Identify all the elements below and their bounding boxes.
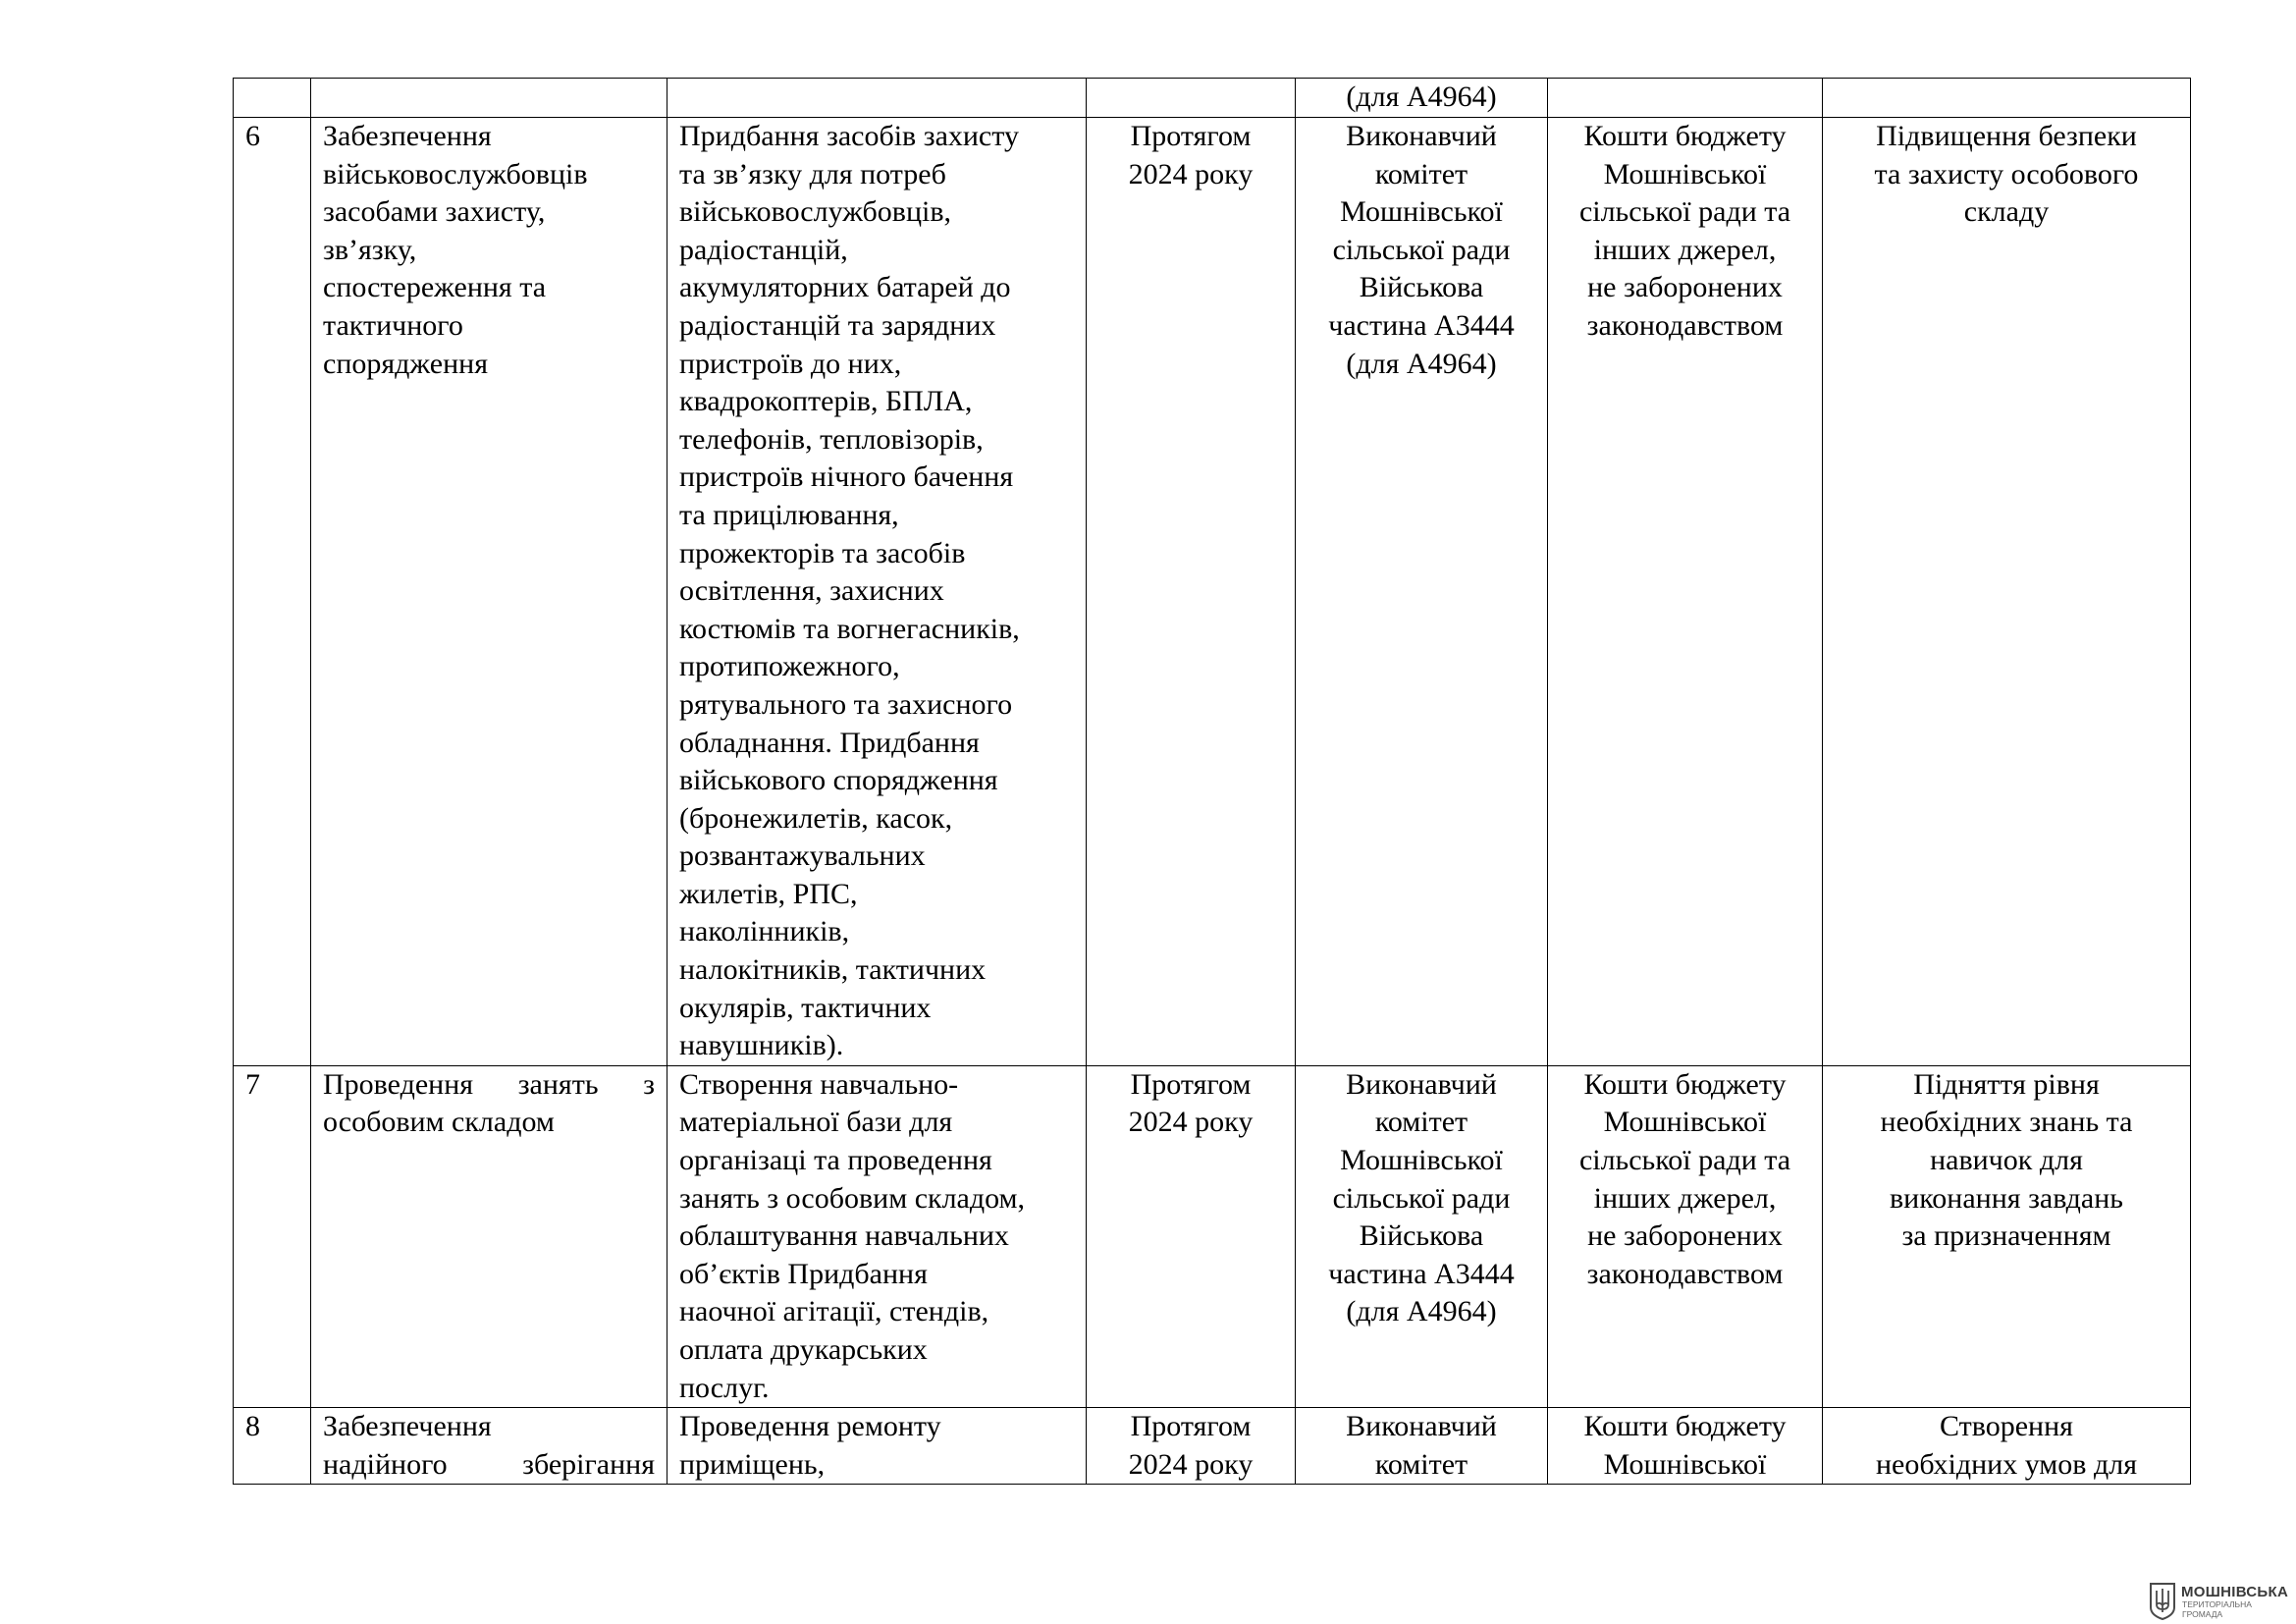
funding-source-cell: [1548, 118, 1823, 1066]
measure-description-line: організаці та проведення: [679, 1144, 992, 1177]
measure-description-line: матеріальної бази для: [679, 1106, 953, 1139]
measure-description-line: оплата друкарських: [679, 1333, 928, 1366]
funding-source-line: Мошнівської: [1603, 157, 1767, 190]
measure-description-line: облаштування навчальних: [679, 1219, 1009, 1253]
row-number-cell: [234, 1065, 311, 1407]
funding-source-line: Мошнівської: [1603, 1106, 1767, 1139]
measure-description-line: налокітників, тактичних: [679, 953, 987, 987]
measure-description-line: Придбання засобів захисту: [679, 120, 1019, 152]
measure-description-line: радіостанцій та зарядних: [679, 308, 996, 342]
execution-term-line: 2024 року: [1128, 1447, 1254, 1481]
row-number: 6: [245, 120, 260, 152]
measure-name-line: Проведення занять з: [323, 1067, 655, 1101]
table-row: [234, 118, 2191, 1066]
executor-line: комітет: [1374, 1106, 1468, 1139]
measure-description-cell: [667, 1065, 1087, 1407]
measure-description-cell: [667, 79, 1087, 118]
measure-name-line: засобами захисту,: [323, 195, 546, 229]
executor-line: Мошнівської: [1340, 1144, 1503, 1177]
execution-term-line: 2024 року: [1128, 157, 1254, 190]
expected-result-line: за призначенням: [1901, 1219, 2111, 1253]
logo-title: МОШНІВСЬКА: [2181, 1584, 2289, 1600]
measure-description-line: пристроїв до них,: [679, 347, 902, 380]
executor-cell: [1296, 79, 1548, 118]
executor-line: сільської ради: [1332, 233, 1511, 266]
measure-description-cell: [667, 118, 1087, 1066]
funding-source-line: Кошти бюджету: [1583, 120, 1787, 152]
table-row: [234, 1408, 2191, 1485]
execution-term-cell: [1087, 118, 1296, 1066]
measure-description-cell: [667, 1408, 1087, 1485]
execution-term-line: Протягом: [1130, 1067, 1252, 1101]
measure-description-line: (бронежилетів, касок,: [679, 801, 953, 835]
executor-cell: [1296, 1065, 1548, 1407]
funding-source-cell: [1548, 1065, 1823, 1407]
measure-description-line: навушників).: [679, 1029, 844, 1062]
executor-line: (для А4964): [1346, 1295, 1497, 1328]
measure-description-line: Проведення ремонту: [679, 1410, 941, 1443]
expected-result-line: Створення: [1940, 1410, 2073, 1443]
measure-description-line: об’єктів Придбання: [679, 1257, 928, 1290]
funding-source-line: законодавством: [1586, 308, 1784, 342]
measure-description-line: акумуляторних батарей до: [679, 271, 1011, 304]
measure-name-line: зв’язку,: [323, 233, 417, 266]
measure-name-line: спорядження: [323, 347, 488, 380]
measure-name-line: Забезпечення: [323, 120, 492, 152]
measure-description-line: прожекторів та засобів: [679, 536, 966, 569]
row-number-cell: [234, 79, 311, 118]
measure-description-line: військовослужбовців,: [679, 195, 952, 229]
executor-line: частина А3444: [1328, 308, 1515, 342]
measure-description-line: костюмів та вогнегасників,: [679, 612, 1020, 645]
measure-name-line: тактичного: [323, 308, 463, 342]
measure-description-line: протипожежного,: [679, 650, 900, 683]
expected-result-cell: [1823, 118, 2191, 1066]
funding-source-line: Кошти бюджету: [1583, 1410, 1787, 1443]
measure-description-line: радіостанцій,: [679, 233, 848, 266]
executor-cell: [1296, 118, 1548, 1066]
executor-line: комітет: [1374, 1447, 1468, 1481]
expected-result-line: виконання завдань: [1890, 1181, 2123, 1215]
row-number: 7: [245, 1067, 260, 1101]
table-row: [234, 1065, 2191, 1407]
executor-line: комітет: [1374, 157, 1468, 190]
funding-source-cell: [1548, 1408, 1823, 1485]
funding-source-line: не заборонених: [1587, 1219, 1783, 1253]
measure-name-cell: [311, 118, 667, 1066]
measure-description-line: окулярів, тактичних: [679, 991, 932, 1024]
funding-source-line: законодавством: [1586, 1257, 1784, 1290]
row-number-cell: [234, 1408, 311, 1485]
funding-source-line: інших джерел,: [1593, 233, 1777, 266]
executor-line: Виконавчий: [1346, 120, 1497, 152]
measure-description-line: та зв’язку для потреб: [679, 157, 946, 190]
measure-name-line: надійного зберігання: [323, 1447, 655, 1481]
row-number-cell: [234, 118, 311, 1066]
expected-result-line: Підвищення безпеки: [1876, 120, 2137, 152]
expected-result-cell: [1823, 1065, 2191, 1407]
executor-line: Військова: [1359, 1219, 1484, 1253]
execution-term-cell: [1087, 1065, 1296, 1407]
measure-description-line: розвантажувальних: [679, 839, 926, 873]
measure-description-line: та прицілювання,: [679, 498, 899, 531]
executor-line: Мошнівської: [1340, 195, 1503, 229]
program-measures-table: [233, 78, 2191, 1485]
funding-source-line: не заборонених: [1587, 271, 1783, 304]
measure-description-line: Створення навчально-: [679, 1067, 959, 1101]
expected-result-line: та захисту особового: [1874, 157, 2139, 190]
measure-name-line: особовим складом: [323, 1106, 555, 1139]
trident-shield-icon: [2148, 1582, 2177, 1621]
funding-source-line: сільської ради та: [1578, 1144, 1791, 1177]
executor-line: сільської ради: [1332, 1181, 1511, 1215]
measure-name-line: Забезпечення: [323, 1410, 492, 1443]
measure-description-line: послуг.: [679, 1371, 770, 1404]
measure-description-line: жилетів, РПС,: [679, 877, 858, 910]
expected-result-cell: [1823, 1408, 2191, 1485]
execution-term-line: Протягом: [1130, 120, 1252, 152]
measure-description-line: телефонів, тепловізорів,: [679, 422, 984, 456]
measure-name-cell: [311, 1408, 667, 1485]
executor-line: Військова: [1359, 271, 1484, 304]
expected-result-line: необхідних знань та: [1880, 1106, 2133, 1139]
measure-name-cell: [311, 1065, 667, 1407]
measure-description-line: обладнання. Придбання: [679, 726, 980, 759]
table-row: [234, 79, 2191, 118]
measure-name-cell: [311, 79, 667, 118]
funding-source-line: сільської ради та: [1578, 195, 1791, 229]
funding-source-line: інших джерел,: [1593, 1181, 1777, 1215]
expected-result-line: необхідних умов для: [1876, 1447, 2137, 1481]
execution-term-line: Протягом: [1130, 1410, 1252, 1443]
execution-term-cell: [1087, 1408, 1296, 1485]
expected-result-line: складу: [1963, 195, 2050, 229]
executor-cell: [1296, 1408, 1548, 1485]
expected-result-line: навичок для: [1930, 1144, 2083, 1177]
measure-description-line: освітлення, захисних: [679, 574, 944, 608]
measure-description-line: квадрокоптерів, БПЛА,: [679, 385, 973, 418]
executor-line: (для А4964): [1346, 81, 1497, 113]
executor-line: (для А4964): [1346, 347, 1497, 380]
community-logo: [2148, 1582, 2295, 1621]
measure-name-line: військовослужбовців: [323, 157, 588, 190]
executor-line: Виконавчий: [1346, 1410, 1497, 1443]
expected-result-cell: [1823, 79, 2191, 118]
expected-result-line: Підняття рівня: [1913, 1067, 2100, 1101]
measure-name-line: спостереження та: [323, 271, 547, 304]
measure-description-line: наколінників,: [679, 915, 850, 948]
logo-subtitle: ТЕРИТОРІАЛЬНА ГРОМАДА: [2182, 1599, 2252, 1619]
execution-term-cell: [1087, 79, 1296, 118]
funding-source-cell: [1548, 79, 1823, 118]
funding-source-line: Мошнівської: [1603, 1447, 1767, 1481]
measure-description-line: пристроїв нічного бачення: [679, 460, 1014, 494]
row-number: 8: [245, 1410, 260, 1443]
measure-description-line: військового спорядження: [679, 764, 998, 797]
executor-line: Виконавчий: [1346, 1067, 1497, 1101]
measure-description-line: рятувального та захисного: [679, 687, 1013, 721]
execution-term-line: 2024 року: [1128, 1106, 1254, 1139]
measure-description-line: занять з особовим складом,: [679, 1181, 1026, 1215]
measure-description-line: приміщень,: [679, 1447, 826, 1481]
measure-description-line: наочної агітації, стендів,: [679, 1295, 989, 1328]
executor-line: частина А3444: [1328, 1257, 1515, 1290]
funding-source-line: Кошти бюджету: [1583, 1067, 1787, 1101]
